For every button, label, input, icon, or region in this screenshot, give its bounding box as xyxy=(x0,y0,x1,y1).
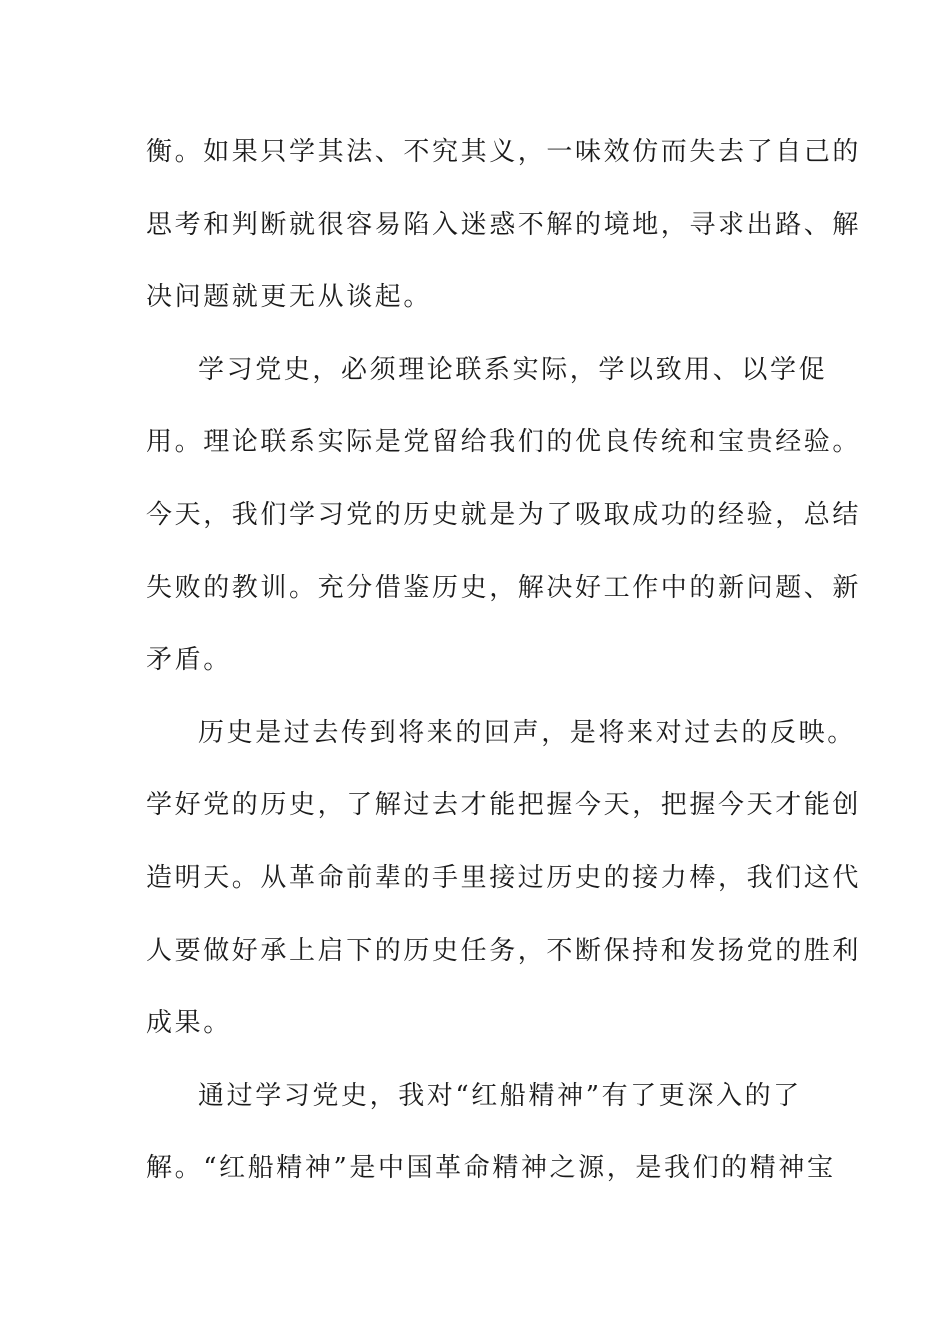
text-line: 矛盾。 xyxy=(146,645,232,676)
paragraph-first-line: 通过学习党史，我对“红船精神”有了更深入的了 xyxy=(198,1080,802,1111)
text-line: 用。理论联系实际是党留给我们的优良传统和宝贵经验。 xyxy=(146,427,862,458)
text-line: 解。“红船精神”是中国革命精神之源，是我们的精神宝 xyxy=(146,1153,836,1184)
text-line: 成果。 xyxy=(146,1008,232,1039)
text-line: 今天，我们学习党的历史就是为了吸取成功的经验，总结 xyxy=(146,499,862,530)
text-line: 思考和判断就很容易陷入迷惑不解的境地，寻求出路、解 xyxy=(146,209,862,240)
document-body xyxy=(146,128,862,1217)
paragraph-first-line: 历史是过去传到将来的回声，是将来对过去的反映。 xyxy=(198,717,856,748)
text-line: 人要做好承上启下的历史任务，不断保持和发扬党的胜利 xyxy=(146,935,862,966)
text-line: 学好党的历史，了解过去才能把握今天，把握今天才能创 xyxy=(146,790,862,821)
text-line: 衡。如果只学其法、不究其义，一味效仿而失去了自己的 xyxy=(146,137,862,167)
text-line: 决问题就更无从谈起。 xyxy=(146,282,433,313)
paragraph-first-line: 学习党史，必须理论联系实际，学以致用、以学促 xyxy=(198,354,828,385)
text-line: 失败的教训。充分借鉴历史，解决好工作中的新问题、新 xyxy=(146,572,862,603)
text-line: 造明天。从革命前辈的手里接过历史的接力棒，我们这代 xyxy=(146,862,862,893)
